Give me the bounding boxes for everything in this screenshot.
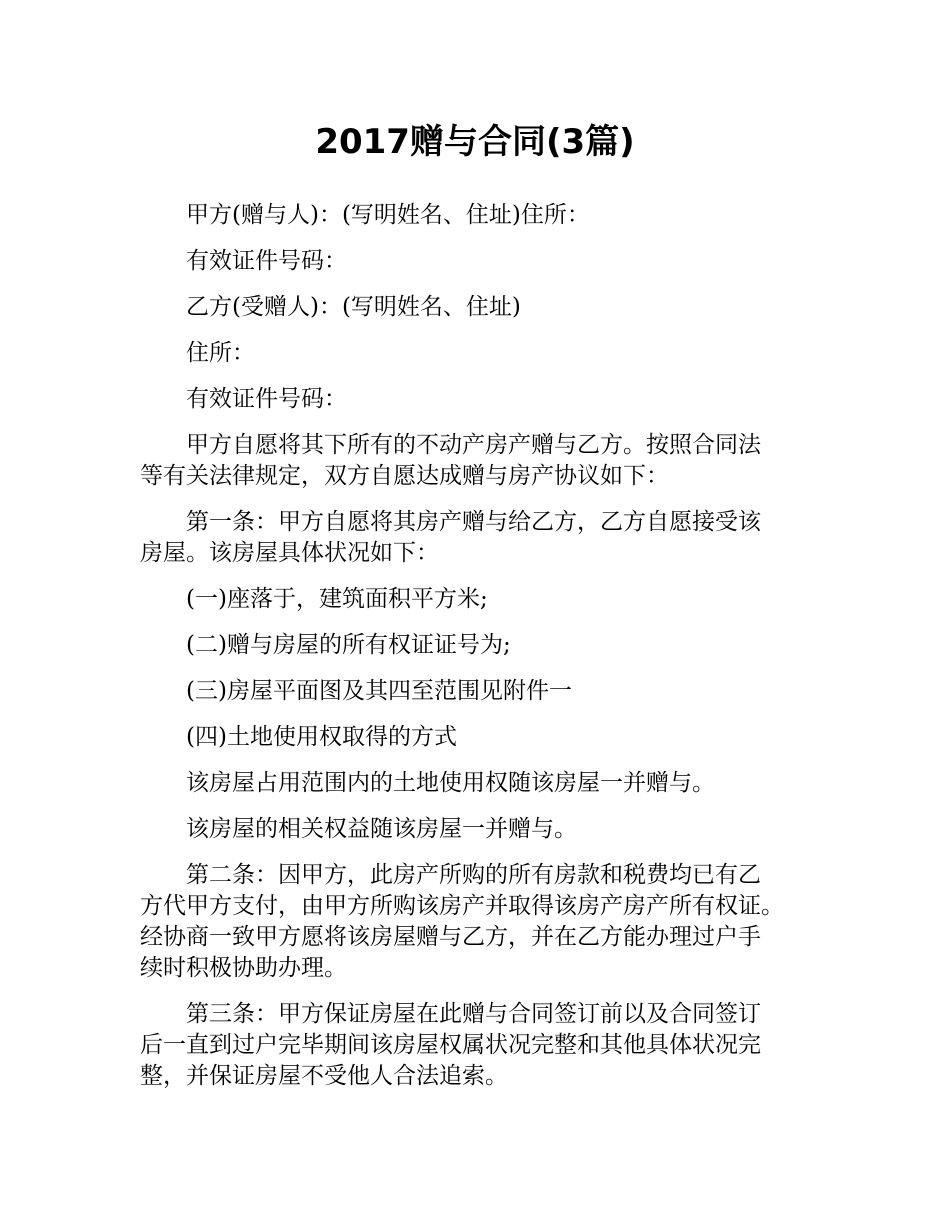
item-1-paragraph [140,584,820,615]
text-line: 住所： [186,340,255,366]
article-2-paragraph [140,860,820,984]
text-line: 甲方自愿将其下所有的不动产房产赠与乙方。按照合同法 [186,432,761,458]
article-3-paragraph [140,999,820,1092]
text-line: 等有关法律规定，双方自愿达成赠与房产协议如下： [140,463,669,489]
party-a-paragraph [140,200,820,231]
text-line: 有效证件号码： [186,248,347,274]
text-line: (四)土地使用权取得的方式 [186,724,457,750]
document-body [140,200,820,1107]
article-1-paragraph [140,507,820,569]
text-line: 续时积极协助办理。 [140,955,347,981]
text-line: (三)房屋平面图及其四至范围见附件一 [186,678,572,704]
preamble-paragraph [140,430,820,492]
rights-paragraph [140,814,820,845]
text-line: (二)赠与房屋的所有权证证号为; [186,632,511,658]
text-line: 该房屋的相关权益随该房屋一并赠与。 [186,816,577,842]
item-2-paragraph [140,630,820,661]
text-line: 第三条：甲方保证房屋在此赠与合同签订前以及合同签订 [186,1001,761,1027]
land-use-paragraph [140,768,820,799]
text-line: 第一条：甲方自愿将其房产赠与给乙方，乙方自愿接受该 [186,509,761,535]
party-b-paragraph [140,292,820,323]
party-a-id-paragraph [140,246,820,277]
party-b-id-paragraph [140,384,820,415]
item-3-paragraph [140,676,820,707]
item-4-paragraph [140,722,820,753]
text-line: 后一直到过户完毕期间该房屋权属状况完整和其他具体状况完 [140,1032,761,1058]
text-line: 经协商一致甲方愿将该房屋赠与乙方，并在乙方能办理过户手 [140,924,761,950]
text-line: 第二条：因甲方，此房产所购的所有房款和税费均已有乙 [186,862,761,888]
text-line: 有效证件号码： [186,386,347,412]
text-line: 该房屋占用范围内的土地使用权随该房屋一并赠与。 [186,770,715,796]
text-line: 甲方(赠与人)：(写明姓名、住址)住所： [186,202,590,228]
text-line: (一)座落于，建筑面积平方米; [186,586,488,612]
text-line: 方代甲方支付，由甲方所购该房产并取得该房产房产所有权证。 [140,893,784,919]
party-b-address-paragraph [140,338,820,369]
document-title: 2017赠与合同(3篇) [315,122,635,162]
text-line: 房屋。该房屋具体状况如下： [140,540,439,566]
text-line: 乙方(受赠人)：(写明姓名、住址) [186,294,521,320]
text-line: 整，并保证房屋不受他人合法追索。 [140,1063,508,1089]
